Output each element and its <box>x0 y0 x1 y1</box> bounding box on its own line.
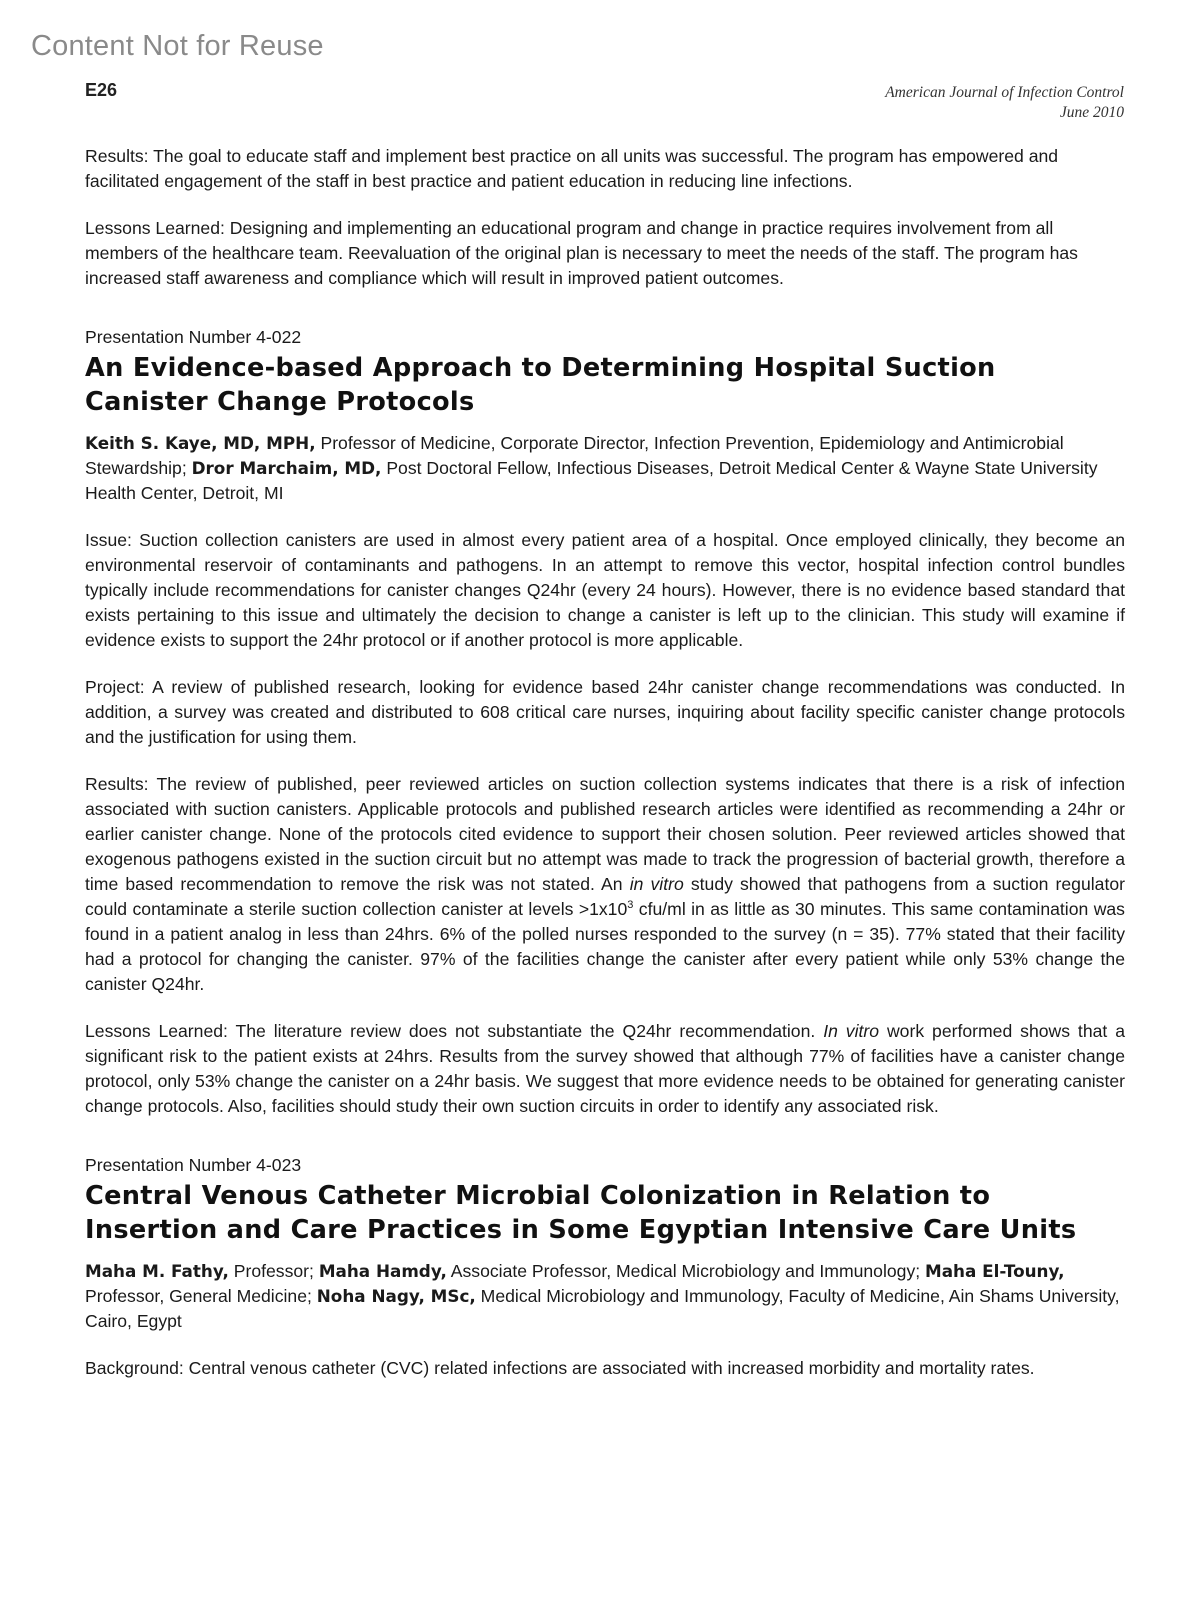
author-affiliation: Professor of Medicine, Corporate Director, Infection Prevention, Epidemiology and Antimicrobial Stewardship; <box>85 433 1064 478</box>
presentation-number: Presentation Number 4-022 <box>85 327 302 347</box>
article-body <box>85 144 1125 1403</box>
results-text: Results: The review of published, peer reviewed articles on suction collection systems indicates that there is a risk of infection associated with suction canisters. Applicable protocols and published research articles were identified as recommending a 24hr or earlier canister change. None of the protocols cited evidence to support their chosen solution. Peer reviewed articles showed that exogenous pathogens existed in the suction circuit but no attempt was made to track the progression of bacterial growth, therefore a time based recommendation to remove the risk was not stated. An <box>85 774 1125 894</box>
intro-results: Results: The goal to educate staff and implement best practice on all units was successful. The program has empowered and facilitated engagement of the staff in best practice and patient education in reducing line infections. <box>85 146 1059 191</box>
project-paragraph: Project: A review of published research, looking for evidence based 24hr canister change recommendations was conducted. In addition, a survey was created and distributed to 608 critical care nurses, inquiring about facility specific canister change protocols and the justification for using them. <box>85 677 1125 747</box>
author-name: Keith S. Kaye, MD, MPH, <box>85 433 316 453</box>
issue-paragraph: Issue: Suction collection canisters are used in almost every patient area of a hospital. Once employed clinically, they become an environmental reservoir of contaminants and pathogens. In an attempt to remove this vector, hospital infection control bundles typically include recommendations for canister changes Q24hr (every 24 hours). However, there is no evidence based standard that exists pertaining to this issue and ultimately the decision to change a canister is left up to the clinician. This study will examine if evidence exists to support the 24hr protocol or if another protocol is more applicable. <box>85 530 1125 650</box>
intro-lessons: Lessons Learned: Designing and implementing an educational program and change in practice requires involvement from all members of the healthcare team. Reevaluation of the original plan is necessary to meet the needs of the staff. The program has increased staff awareness and compliance which will result in improved patient outcomes. <box>85 218 1078 288</box>
results-text: cfu/ml in as little as 30 minutes. This same contamination was found in a patient analog in less than 24hrs. 6% of the polled nurses responded to the survey (n = 35). 77% stated that their facility had a protocol for changing the canister. 97% of the facilities change the canister after every patient while only 53% change the canister Q24hr. <box>85 899 1125 994</box>
lessons-paragraph <box>85 1019 1125 1119</box>
author-name: Maha M. Fathy, <box>85 1261 229 1281</box>
lessons-text: work performed shows that a significant risk to the patient exists at 24hrs. Results from the survey showed that although 77% of facilities have a canister change protocol, only 53% change the canister on a 24hr basis. We suggest that more evidence needs to be obtained for generating canister change protocols. Also, facilities should study their own suction circuits in order to identify any associated risk. <box>85 1021 1125 1116</box>
author-affiliation: Professor, General Medicine; <box>85 1286 317 1306</box>
background-paragraph: Background: Central venous catheter (CVC) related infections are associated with increased morbidity and mortality rates. <box>85 1358 1035 1378</box>
lessons-italic: In vitro <box>823 1021 880 1041</box>
results-text: study showed that pathogens from a suction regulator could contaminate a sterile suction collection canister at levels >1x10 <box>85 874 1125 919</box>
abstract-title: Central Venous Catheter Microbial Colonization in Relation to Insertion and Care Practices in Some Egyptian Intensive Care Units <box>85 1181 1077 1245</box>
author-list <box>85 1259 1125 1334</box>
watermark-text: Content Not for Reuse <box>31 30 324 62</box>
author-affiliation: Professor; <box>228 1261 319 1281</box>
lessons-text: Lessons Learned: The literature review does not substantiate the Q24hr recommendation. <box>85 1021 824 1041</box>
author-affiliation: Post Doctoral Fellow, Infectious Diseases, Detroit Medical Center & Wayne State University Health Center, Detroit, MI <box>85 458 1098 503</box>
author-name: Maha Hamdy, <box>318 1261 447 1281</box>
author-name: Maha El-Touny, <box>925 1261 1065 1281</box>
exponent: 3 <box>627 899 634 912</box>
results-paragraph <box>85 772 1125 997</box>
page-number: E26 <box>85 80 118 100</box>
author-name: Noha Nagy, MSc, <box>316 1286 476 1306</box>
issue-date: June 2010 <box>1059 104 1124 121</box>
abstract-title: An Evidence-based Approach to Determining Hospital Suction Canister Change Protocols <box>85 353 996 417</box>
journal-name: American Journal of Infection Control <box>885 84 1124 101</box>
author-name: Dror Marchaim, MD, <box>191 458 382 478</box>
results-italic: in vitro <box>629 874 684 894</box>
author-list <box>85 431 1125 506</box>
journal-header <box>885 83 1124 123</box>
author-affiliation: Medical Microbiology and Immunology, Faculty of Medicine, Ain Shams University, Cairo, Egypt <box>85 1286 1120 1331</box>
author-affiliation: Associate Professor, Medical Microbiology and Immunology; <box>446 1261 926 1281</box>
presentation-number: Presentation Number 4-023 <box>85 1155 302 1175</box>
